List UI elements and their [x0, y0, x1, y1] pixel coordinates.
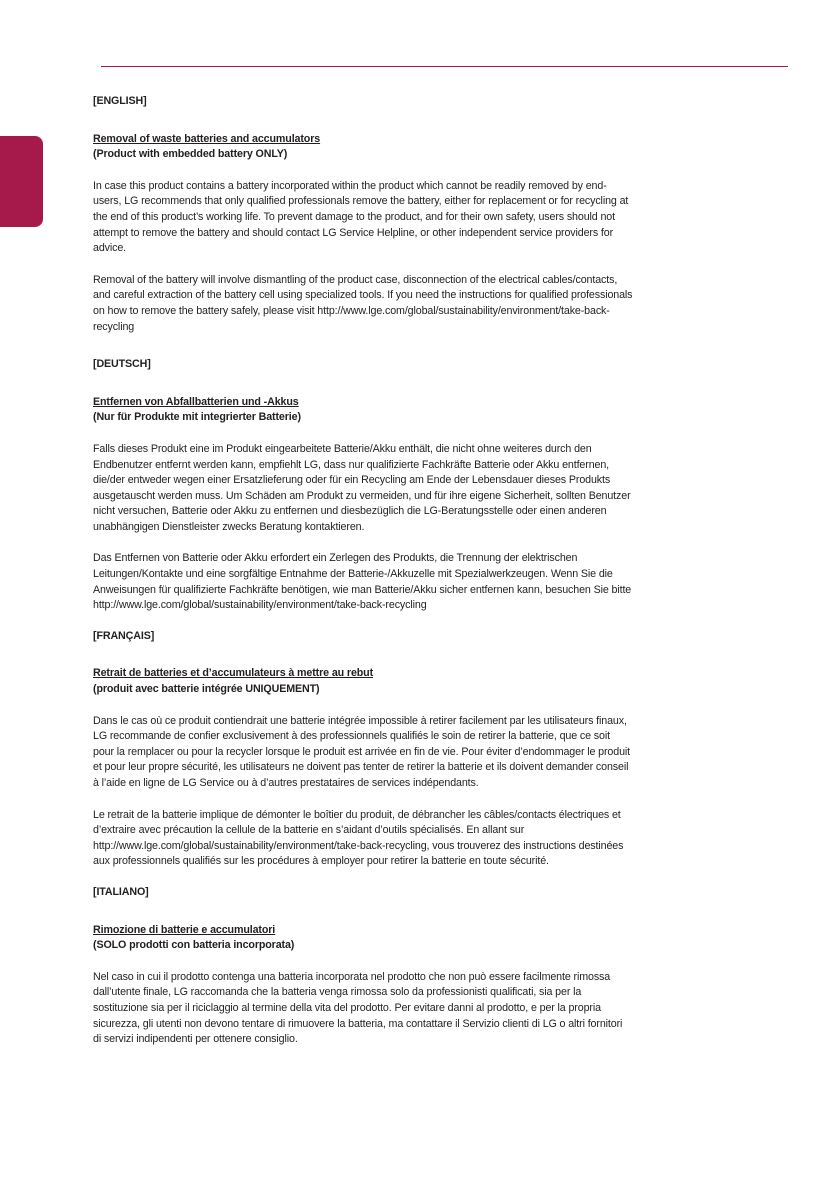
section-francais: [93, 629, 633, 870]
section-subtitle: (SOLO prodotti con batteria incorporata): [93, 939, 295, 952]
section-paragraph: Falls dieses Produkt eine im Produkt eingearbeitete Batterie/Akku enthält, die nicht ohne weiteres durch den Endbenutzer entfernt werden kann, empfiehlt LG, dass nur qualifizierte Fachkräfte Batterie oder Akku entfernen, die/der entweder wegen einer Ersatzlieferung oder für ein Recycling am Ende der Lebensdauer dieses Produkts ausgetauscht werden muss. Um Schäden am Produkt zu vermeiden, und für ihre eigene Sicherheit, sollten Benutzer nicht versuchen, Batterie oder Akku zu entfernen und diesbezüglich die LG-Beratungsstelle oder einen anderen unabhängigen Dienstleister zwecks Beratung kontaktieren.: [93, 442, 631, 533]
section-subtitle: (Nur für Produkte mit integrierter Batterie): [93, 411, 301, 424]
section-title: Entfernen von Abfallbatterien und -Akkus: [93, 395, 299, 408]
section-paragraph: In case this product contains a battery incorporated within the product which cannot be readily removed by end-users, LG recommends that only qualified professionals remove the battery, either for replacement or for recycling at the end of this product’s working life. To prevent damage to the product, and for their own safety, users should not attempt to remove the battery and should contact LG Service Helpline, or other independent service providers for advice.: [93, 179, 629, 255]
section-paragraph: Nel caso in cui il prodotto contenga una batteria incorporata nel prodotto che non può essere facilmente rimossa dall’utente finale, LG raccomanda che la batteria venga rimossa solo da professionisti qualificati, sia per la sostituzione sia per il riciclaggio al termine della vita del prodotto. Per evitare danni al prodotto, e per la propria sicurezza, gli utenti non devono tentare di rimuovere la batteria, ma contattare il Servizio clienti di LG o altri fornitori di servizi indipendenti per ottenere consiglio.: [93, 970, 623, 1046]
header-rule: [101, 66, 788, 67]
section-title: Retrait de batteries et d’accumulateurs à mettre au rebut: [93, 667, 374, 680]
section-subtitle: (produit avec batterie intégrée UNIQUEMENT): [93, 683, 320, 696]
section-italiano: [93, 885, 633, 1048]
section-title: Removal of waste batteries and accumulators: [93, 132, 321, 145]
section-paragraph: Le retrait de la batterie implique de démonter le boîtier du produit, de débrancher les câbles/contacts électriques et d’extraire avec précaution la cellule de la batterie en s’aidant d’outils spécialisés. En allant sur http://www.lge.com/global/sustainability/environment/take-back-recycling, vous trouverez des instructions destinées aux professionnels qualifiés sur les procédures à employer pour retirer la batterie en toute sécurité.: [93, 808, 624, 868]
section-language-label: [DEUTSCH]: [93, 358, 151, 371]
section-title: Rimozione di batterie e accumulatori: [93, 923, 276, 936]
section-language-label: [ENGLISH]: [93, 95, 147, 107]
section-deutsch: [93, 357, 633, 614]
section-english: [93, 94, 633, 335]
section-subtitle: (Product with embedded battery ONLY): [93, 148, 288, 161]
section-language-label: [FRANÇAIS]: [93, 629, 155, 642]
document-body: [93, 94, 633, 1048]
section-paragraph: Removal of the battery will involve dismantling of the product case, disconnection of the electrical cables/contacts, and careful extraction of the battery cell using specialized tools. If you need the instructions for qualified professionals on how to remove the battery safely, please visit http://www.lge.com/global/sustainability/environment/take-back-recycling: [93, 273, 633, 333]
section-language-label: [ITALIANO]: [93, 885, 149, 898]
section-paragraph: Das Entfernen von Batterie oder Akku erfordert ein Zerlegen des Produkts, die Trennung der elektrischen Leitungen/Kontakte und eine sorgfältige Entnahme der Batterie-/Akkuzelle mit Spezialwerkzeugen. Wenn Sie die Anweisungen für qualifizierte Fachkräfte benötigen, wie man Batterie/Akku sicher entfernen kann, besuchen Sie bitte http://www.lge.com/global/sustainability/environment/take-back-recycling: [93, 552, 632, 612]
language-side-tab: [0, 136, 43, 227]
section-paragraph: Dans le cas où ce produit contiendrait une batterie intégrée impossible à retirer facilement par les utilisateurs finaux, LG recommande de confier exclusivement à des professionnels qualifiés le soin de retirer la batterie, que ce soit pour la remplacer ou pour la recycler lorsque le produit est arrivée en fin de vie. Pour éviter d’endommager le produit et pour leur propre sécurité, les utilisateurs ne doivent pas tenter de retirer la batterie et ils doivent demander conseil à l’aide en ligne de LG Service ou à d’autres prestataires de services indépendants.: [93, 714, 631, 789]
